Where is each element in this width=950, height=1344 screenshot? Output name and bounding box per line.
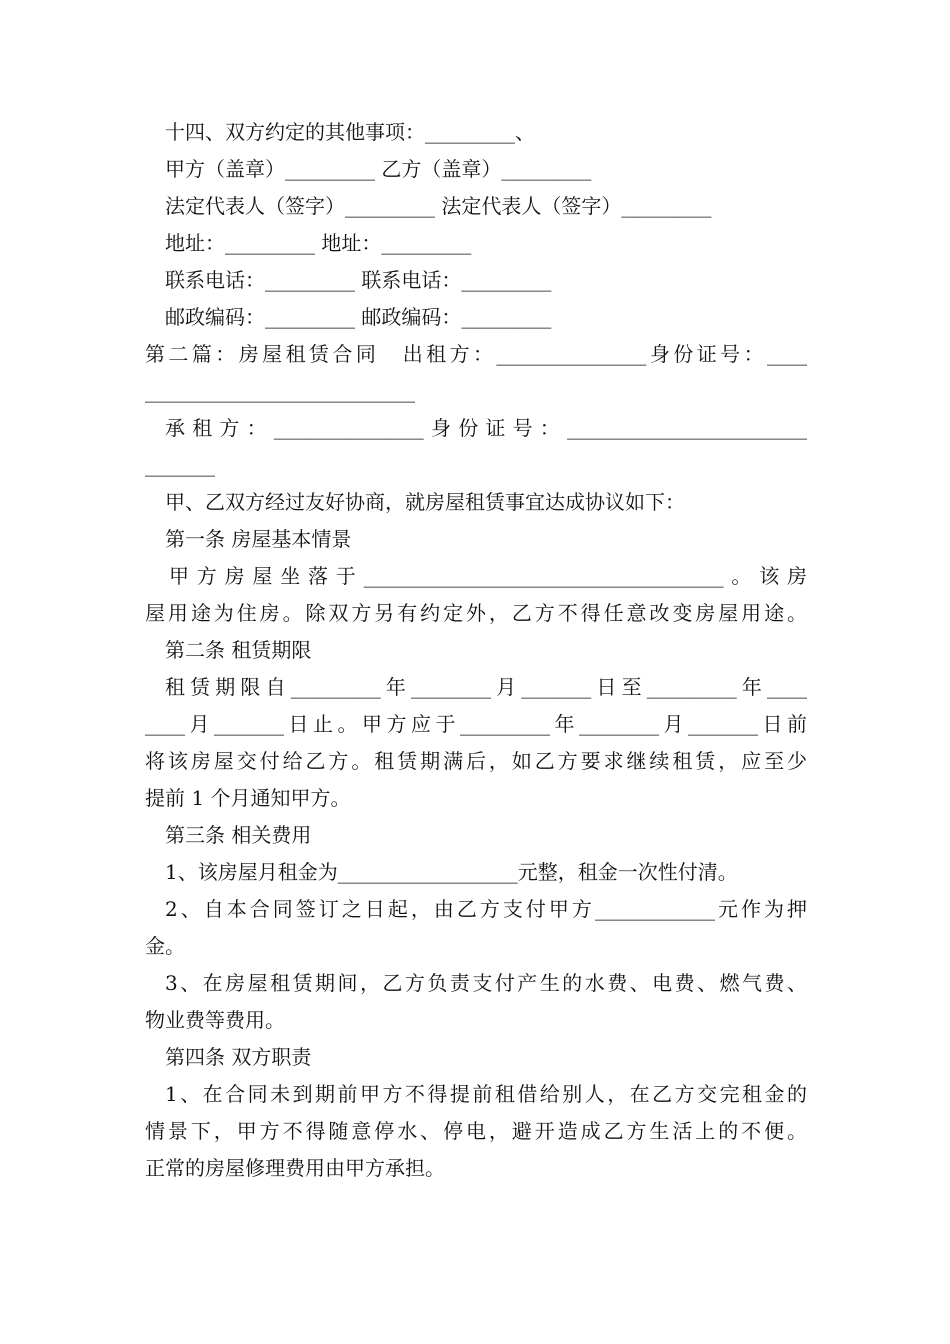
article-1-text-1: 甲方房屋坐落于____________________________________。该房	[169, 564, 807, 588]
legal-rep-signature-line: 法定代表人（签字）_________ 法定代表人（签字）_________	[165, 194, 712, 218]
article-4-item-1-end: 正常的房屋修理费用由甲方承担。	[145, 1156, 445, 1180]
document-body	[145, 114, 807, 1187]
article-2-heading: 第二条 租赁期限	[165, 638, 312, 662]
article-4-item-1: 1、在合同未到期前甲方不得提前租借给别人，在乙方交完租金的	[165, 1082, 807, 1106]
article-4-heading: 第四条 双方职责	[165, 1045, 312, 1069]
article-1-text-2: 屋用途为住房。除双方另有约定外，乙方不得任意改变房屋用途。	[145, 601, 807, 625]
article-3-item-1: 1、该房屋月租金为__________________元整，租金一次性付清。	[165, 860, 738, 884]
postcode-line: 邮政编码：_________ 邮政编码：_________	[165, 305, 552, 329]
lessor-id-continuation: ___________________________	[145, 379, 415, 403]
agreement-intro: 甲、乙双方经过友好协商，就房屋租赁事宜达成协议如下：	[165, 490, 685, 514]
address-line: 地址：_________ 地址：_________	[165, 231, 472, 255]
article-3-item-3-cont: 物业费等费用。	[145, 1008, 285, 1032]
article-2-text-3: 将该房屋交付给乙方。租赁期满后，如乙方要求继续租赁，应至少	[145, 749, 807, 773]
article-2-text-4: 提前 1 个月通知甲方。	[145, 786, 351, 810]
article-3-item-2: 2、自本合同签订之日起，由乙方支付甲方____________元作为押	[165, 897, 807, 921]
article-3-heading: 第三条 相关费用	[165, 823, 312, 847]
article-4-item-1-cont: 情景下，甲方不得随意停水、停电，避开造成乙方生活上的不便。	[145, 1119, 807, 1143]
article-1-heading: 第一条 房屋基本情景	[165, 527, 352, 551]
lessee-line: 承租方：_______________身份证号：________________________	[165, 416, 807, 440]
article-3-item-2-cont: 金。	[145, 934, 185, 958]
second-contract-lessor-line: 第二篇：房屋租赁合同 出租方：_______________身份证号：____	[145, 342, 807, 366]
lessee-id-continuation: _______	[145, 453, 215, 477]
article-3-item-3: 3、在房屋租赁期间，乙方负责支付产生的水费、电费、燃气费、	[165, 971, 807, 995]
clause-14-other-matters: 十四、双方约定的其他事项：_________、	[165, 120, 535, 144]
phone-line: 联系电话：_________ 联系电话：_________	[165, 268, 552, 292]
article-2-text-2: ____月_______日止。甲方应于_________年________月_______日前	[145, 712, 807, 736]
party-seal-line: 甲方（盖章）_________ 乙方（盖章）_________	[165, 157, 592, 181]
article-2-text-1: 租赁期限自_________年________月_______日至_________年____	[165, 675, 807, 699]
